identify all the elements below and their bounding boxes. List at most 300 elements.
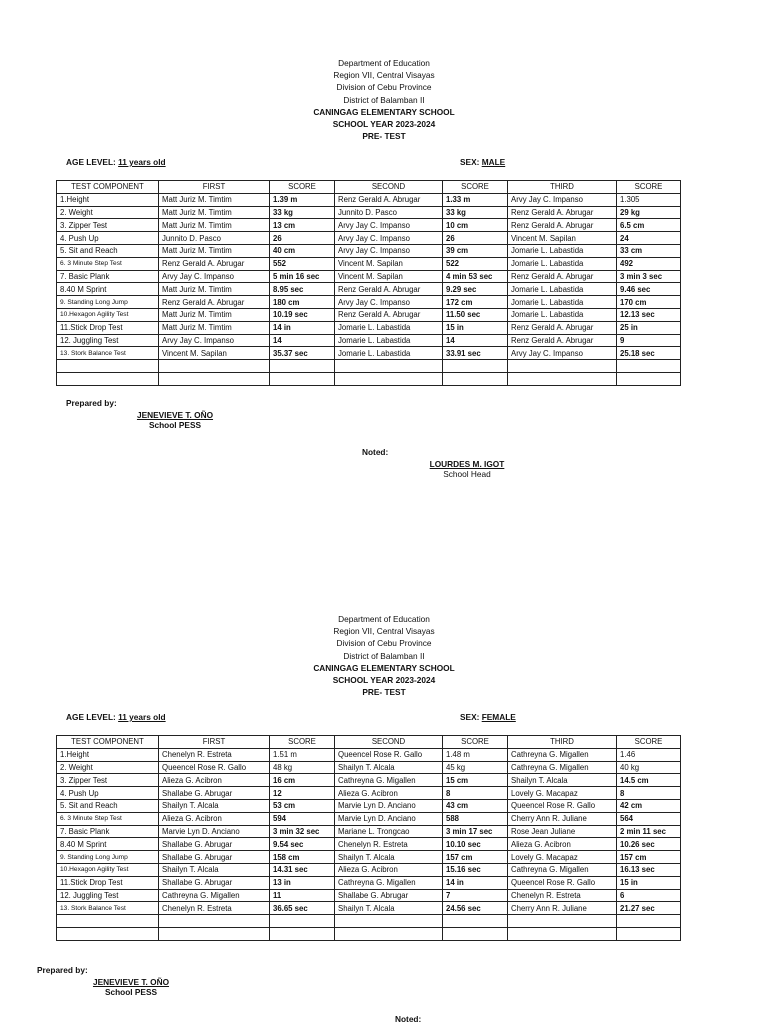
score-cell: 564 [617,812,681,825]
score-cell: 16.13 sec [617,863,681,876]
score-cell: 3 min 32 sec [270,825,335,838]
preparer-name: JENEVIEVE T. OÑO [92,977,170,987]
table-row [57,838,681,851]
score-cell: 3 min 3 sec [617,270,681,283]
header-line-3: District of Balamban II [343,650,425,661]
male-sex [460,157,505,167]
preparer-title: School PESS [104,987,158,997]
name-cell: Rose Jean Juliane [508,825,617,838]
name-cell: Arvy Jay C. Impanso [335,232,443,245]
name-cell: Chenelyn R. Estreta [159,748,270,761]
empty-cell [443,360,508,373]
name-cell: Lovely G. Macapaz [508,851,617,864]
prepared-by-label: Prepared by: [66,398,117,408]
name-cell: Renz Gerald A. Abrugar [508,219,617,232]
column-header: SECOND [335,736,443,749]
name-cell: Matt Juriz M. Timtim [159,244,270,257]
name-cell: Arvy Jay C. Impanso [335,244,443,257]
school-year: SCHOOL YEAR 2023-2024 [332,119,436,130]
empty-cell [57,360,159,373]
score-cell: 10.10 sec [443,838,508,851]
name-cell: Marvie Lyn D. Anciano [159,825,270,838]
school-year: SCHOOL YEAR 2023-2024 [332,675,436,686]
name-cell: Vincent M. Sapilan [159,347,270,360]
score-cell: 14 [443,334,508,347]
name-cell: Renz Gerald A. Abrugar [159,296,270,309]
score-cell: 39 cm [443,244,508,257]
age-label: AGE LEVEL: [66,157,116,167]
score-cell: 33 cm [617,244,681,257]
table-row [57,308,681,321]
score-cell: 552 [270,257,335,270]
name-cell: Alieza G. Acibron [159,812,270,825]
name-cell: Marvie Lyn D. Anciano [335,812,443,825]
score-cell: 14.5 cm [617,774,681,787]
empty-cell [508,372,617,385]
score-cell: 10.26 sec [617,838,681,851]
header-line-0: Department of Education [338,614,430,624]
female-results-table [56,735,681,941]
name-cell: Alieza G. Acibron [159,774,270,787]
name-cell: Cathreyna G. Migallen [508,761,617,774]
score-cell: 172 cm [443,296,508,309]
name-cell: Vincent M. Sapilan [508,232,617,245]
table-row [57,902,681,915]
table-row [57,787,681,800]
score-cell: 43 cm [443,799,508,812]
empty-cell [57,927,159,940]
score-cell: 14 in [443,876,508,889]
score-cell: 588 [443,812,508,825]
score-cell: 36.65 sec [270,902,335,915]
empty-cell [57,915,159,928]
score-cell: 33.91 sec [443,347,508,360]
name-cell: Cathreyna G. Migallen [159,889,270,902]
score-cell: 9.46 sec [617,283,681,296]
score-cell: 11.50 sec [443,308,508,321]
name-cell: Cathreyna G. Migallen [335,876,443,889]
name-cell: Jomarie L. Labastida [508,296,617,309]
table-row [57,321,681,334]
name-cell: Cherry Ann R. Juliane [508,812,617,825]
empty-cell [335,372,443,385]
column-header: FIRST [159,736,270,749]
head-title: School Head [443,469,491,479]
score-cell: 42 cm [617,799,681,812]
name-cell: Alieza G. Acibron [335,863,443,876]
test-component-cell: 1.Height [57,748,159,761]
test-component-cell: 6. 3 Minute Step Test [57,812,159,825]
name-cell: Junnito D. Pasco [159,232,270,245]
score-cell: 594 [270,812,335,825]
table-row [57,283,681,296]
name-cell: Shailyn T. Alcala [335,761,443,774]
table-row [57,812,681,825]
age-value: 11 years old [118,712,166,722]
score-cell: 8.95 sec [270,283,335,296]
score-cell: 33 kg [443,206,508,219]
name-cell: Vincent M. Sapilan [335,257,443,270]
name-cell: Jomarie L. Labastida [508,283,617,296]
score-cell: 492 [617,257,681,270]
score-cell: 10.19 sec [270,308,335,321]
test-component-cell: 7. Basic Plank [57,825,159,838]
table-row [57,270,681,283]
test-component-cell: 4. Push Up [57,232,159,245]
empty-cell [443,927,508,940]
name-cell: Cherry Ann R. Juliane [508,902,617,915]
score-cell: 1.51 m [270,748,335,761]
test-component-cell: 8.40 M Sprint [57,838,159,851]
score-cell: 13 in [270,876,335,889]
name-cell: Shallabe G. Abrugar [159,876,270,889]
prepared-by-label: Prepared by: [37,965,88,975]
table-row [57,761,681,774]
test-component-cell: 13. Stork Balance Test [57,902,159,915]
score-cell: 25 in [617,321,681,334]
empty-cell [57,372,159,385]
name-cell: Chenelyn R. Estreta [335,838,443,851]
name-cell: Marvie Lyn D. Anciano [335,799,443,812]
score-cell: 8 [443,787,508,800]
header-line-0: Department of Education [338,58,430,68]
score-cell: 15 in [617,876,681,889]
score-cell: 2 min 11 sec [617,825,681,838]
score-cell: 9.29 sec [443,283,508,296]
score-cell: 15 cm [443,774,508,787]
table-row [57,257,681,270]
name-cell: Arvy Jay C. Impanso [508,347,617,360]
preparer-title: School PESS [148,420,202,430]
score-cell: 40 kg [617,761,681,774]
score-cell: 1.39 m [270,193,335,206]
head-name: LOURDES M. IGOT [429,459,505,469]
test-type: PRE- TEST [362,131,406,142]
name-cell: Renz Gerald A. Abrugar [335,308,443,321]
column-header: SCORE [617,736,681,749]
column-header: TEST COMPONENT [57,181,159,194]
male-school-head [426,459,508,479]
name-cell: Renz Gerald A. Abrugar [508,334,617,347]
empty-row [57,372,681,385]
score-cell: 180 cm [270,296,335,309]
name-cell: Queencel Rose R. Gallo [508,876,617,889]
empty-cell [335,915,443,928]
score-cell: 7 [443,889,508,902]
test-component-cell: 3. Zipper Test [57,219,159,232]
empty-cell [270,372,335,385]
name-cell: Shailyn T. Alcala [159,863,270,876]
empty-cell [508,915,617,928]
test-component-cell: 4. Push Up [57,787,159,800]
score-cell: 24.56 sec [443,902,508,915]
name-cell: Queencel Rose R. Gallo [335,748,443,761]
test-component-cell: 11.Stick Drop Test [57,321,159,334]
score-cell: 16 cm [270,774,335,787]
empty-cell [508,360,617,373]
empty-cell [617,360,681,373]
name-cell: Jomarie L. Labastida [508,257,617,270]
name-cell: Vincent M. Sapilan [335,270,443,283]
name-cell: Renz Gerald A. Abrugar [508,270,617,283]
table-header-row [57,736,681,749]
column-header: THIRD [508,736,617,749]
female-noted [395,1014,421,1024]
name-cell: Cathreyna G. Migallen [508,863,617,876]
score-cell: 1.33 m [443,193,508,206]
name-cell: Jomarie L. Labastida [508,244,617,257]
test-component-cell: 5. Sit and Reach [57,799,159,812]
noted-label: Noted: [362,447,389,457]
name-cell: Shallabe G. Abrugar [159,787,270,800]
name-cell: Matt Juriz M. Timtim [159,193,270,206]
name-cell: Shailyn T. Alcala [159,799,270,812]
test-component-cell: 9. Standing Long Jump [57,296,159,309]
name-cell: Chenelyn R. Estreta [508,889,617,902]
name-cell: Queencel Rose R. Gallo [508,799,617,812]
table-row [57,863,681,876]
table-row [57,232,681,245]
test-component-cell: 3. Zipper Test [57,774,159,787]
score-cell: 170 cm [617,296,681,309]
column-header: TEST COMPONENT [57,736,159,749]
name-cell: Shailyn T. Alcala [508,774,617,787]
empty-cell [443,372,508,385]
name-cell: Cathreyna G. Migallen [335,774,443,787]
score-cell: 48 kg [270,761,335,774]
test-component-cell: 9. Standing Long Jump [57,851,159,864]
sex-value: FEMALE [481,712,516,722]
score-cell: 522 [443,257,508,270]
name-cell: Shallabe G. Abrugar [159,851,270,864]
male-prepared-by [66,398,117,408]
empty-cell [159,360,270,373]
column-header: THIRD [508,181,617,194]
male-noted [362,447,388,457]
header-line-1: Region VII, Central Visayas [333,70,435,81]
name-cell: Arvy Jay C. Impanso [159,334,270,347]
score-cell: 15 in [443,321,508,334]
score-cell: 14.31 sec [270,863,335,876]
female-age-level [66,712,166,722]
table-row [57,206,681,219]
header-line-2: Division of Cebu Province [336,638,432,649]
name-cell: Matt Juriz M. Timtim [159,283,270,296]
name-cell: Shailyn T. Alcala [335,851,443,864]
score-cell: 157 cm [443,851,508,864]
score-cell: 14 [270,334,335,347]
empty-cell [159,372,270,385]
name-cell: Arvy Jay C. Impanso [335,219,443,232]
test-component-cell: 12. Juggling Test [57,334,159,347]
empty-cell [159,927,270,940]
sex-label: SEX: [460,712,480,722]
name-cell: Matt Juriz M. Timtim [159,308,270,321]
sex-value: MALE [481,157,506,167]
name-cell: Shailyn T. Alcala [335,902,443,915]
empty-row [57,927,681,940]
female-preparer [92,977,170,997]
name-cell: Alieza G. Acibron [335,787,443,800]
score-cell: 13 cm [270,219,335,232]
name-cell: Junnito D. Pasco [335,206,443,219]
table-row [57,799,681,812]
name-cell: Jomarie L. Labastida [335,321,443,334]
name-cell: Renz Gerald A. Abrugar [335,193,443,206]
column-header: SECOND [335,181,443,194]
empty-cell [617,927,681,940]
column-header: FIRST [159,181,270,194]
empty-cell [159,915,270,928]
female-prepared-by [37,965,88,975]
table-header-row [57,181,681,194]
male-results-table [56,180,681,386]
female-header [0,613,768,698]
empty-cell [617,372,681,385]
score-cell: 25.18 sec [617,347,681,360]
name-cell: Shallabe G. Abrugar [335,889,443,902]
score-cell: 45 kg [443,761,508,774]
name-cell: Matt Juriz M. Timtim [159,321,270,334]
age-value: 11 years old [118,157,166,167]
name-cell: Renz Gerald A. Abrugar [508,206,617,219]
test-component-cell: 12. Juggling Test [57,889,159,902]
school-name: CANINGAG ELEMENTARY SCHOOL [313,662,455,673]
name-cell: Alieza G. Acibron [508,838,617,851]
test-component-cell: 13. Stork Balance Test [57,347,159,360]
table-row [57,193,681,206]
column-header: SCORE [270,181,335,194]
empty-row [57,360,681,373]
score-cell: 15.16 sec [443,863,508,876]
table-row [57,774,681,787]
table-row [57,334,681,347]
name-cell: Shallabe G. Abrugar [159,838,270,851]
table-row [57,889,681,902]
empty-cell [270,915,335,928]
table-row [57,851,681,864]
score-cell: 21.27 sec [617,902,681,915]
score-cell: 1.48 m [443,748,508,761]
name-cell: Lovely G. Macapaz [508,787,617,800]
score-cell: 12.13 sec [617,308,681,321]
empty-cell [335,927,443,940]
column-header: SCORE [443,736,508,749]
name-cell: Arvy Jay C. Impanso [335,296,443,309]
score-cell: 9 [617,334,681,347]
header-line-2: Division of Cebu Province [336,82,432,93]
score-cell: 35.37 sec [270,347,335,360]
score-cell: 11 [270,889,335,902]
score-cell: 24 [617,232,681,245]
score-cell: 12 [270,787,335,800]
score-cell: 40 cm [270,244,335,257]
column-header: SCORE [270,736,335,749]
table-row [57,347,681,360]
score-cell: 3 min 17 sec [443,825,508,838]
name-cell: Jomarie L. Labastida [508,308,617,321]
male-preparer [136,410,214,430]
name-cell: Chenelyn R. Estreta [159,902,270,915]
table-row [57,825,681,838]
test-component-cell: 1.Height [57,193,159,206]
name-cell: Jomarie L. Labastida [335,347,443,360]
test-component-cell: 7. Basic Plank [57,270,159,283]
empty-cell [270,927,335,940]
score-cell: 9.54 sec [270,838,335,851]
score-cell: 26 [270,232,335,245]
score-cell: 1.46 [617,748,681,761]
name-cell: Arvy Jay C. Impanso [508,193,617,206]
table-row [57,244,681,257]
table-row [57,876,681,889]
noted-label: Noted: [395,1014,422,1024]
column-header: SCORE [617,181,681,194]
empty-cell [617,915,681,928]
score-cell: 1.305 [617,193,681,206]
preparer-name: JENEVIEVE T. OÑO [136,410,214,420]
test-component-cell: 10.Hexagon Agility Test [57,863,159,876]
score-cell: 8 [617,787,681,800]
name-cell: Matt Juriz M. Timtim [159,219,270,232]
empty-cell [443,915,508,928]
table-row [57,748,681,761]
name-cell: Renz Gerald A. Abrugar [335,283,443,296]
male-header [0,57,768,142]
test-component-cell: 8.40 M Sprint [57,283,159,296]
test-component-cell: 2. Weight [57,206,159,219]
name-cell: Jomarie L. Labastida [335,334,443,347]
empty-row [57,915,681,928]
test-type: PRE- TEST [362,687,406,698]
score-cell: 10 cm [443,219,508,232]
name-cell: Mariane L. Trongcao [335,825,443,838]
empty-cell [508,927,617,940]
male-age-level [66,157,166,167]
score-cell: 33 kg [270,206,335,219]
score-cell: 29 kg [617,206,681,219]
score-cell: 53 cm [270,799,335,812]
header-line-1: Region VII, Central Visayas [333,626,435,637]
score-cell: 5 min 16 sec [270,270,335,283]
score-cell: 158 cm [270,851,335,864]
name-cell: Renz Gerald A. Abrugar [508,321,617,334]
sex-label: SEX: [460,157,480,167]
name-cell: Queencel Rose R. Gallo [159,761,270,774]
name-cell: Arvy Jay C. Impanso [159,270,270,283]
test-component-cell: 6. 3 Minute Step Test [57,257,159,270]
name-cell: Cathreyna G. Migallen [508,748,617,761]
empty-cell [270,360,335,373]
score-cell: 6 [617,889,681,902]
school-name: CANINGAG ELEMENTARY SCHOOL [313,106,455,117]
score-cell: 6.5 cm [617,219,681,232]
table-row [57,296,681,309]
empty-cell [335,360,443,373]
score-cell: 157 cm [617,851,681,864]
age-label: AGE LEVEL: [66,712,116,722]
table-row [57,219,681,232]
score-cell: 26 [443,232,508,245]
name-cell: Matt Juriz M. Timtim [159,206,270,219]
column-header: SCORE [443,181,508,194]
test-component-cell: 10.Hexagon Agility Test [57,308,159,321]
name-cell: Renz Gerald A. Abrugar [159,257,270,270]
test-component-cell: 2. Weight [57,761,159,774]
female-sex [460,712,516,722]
test-component-cell: 11.Stick Drop Test [57,876,159,889]
score-cell: 14 in [270,321,335,334]
